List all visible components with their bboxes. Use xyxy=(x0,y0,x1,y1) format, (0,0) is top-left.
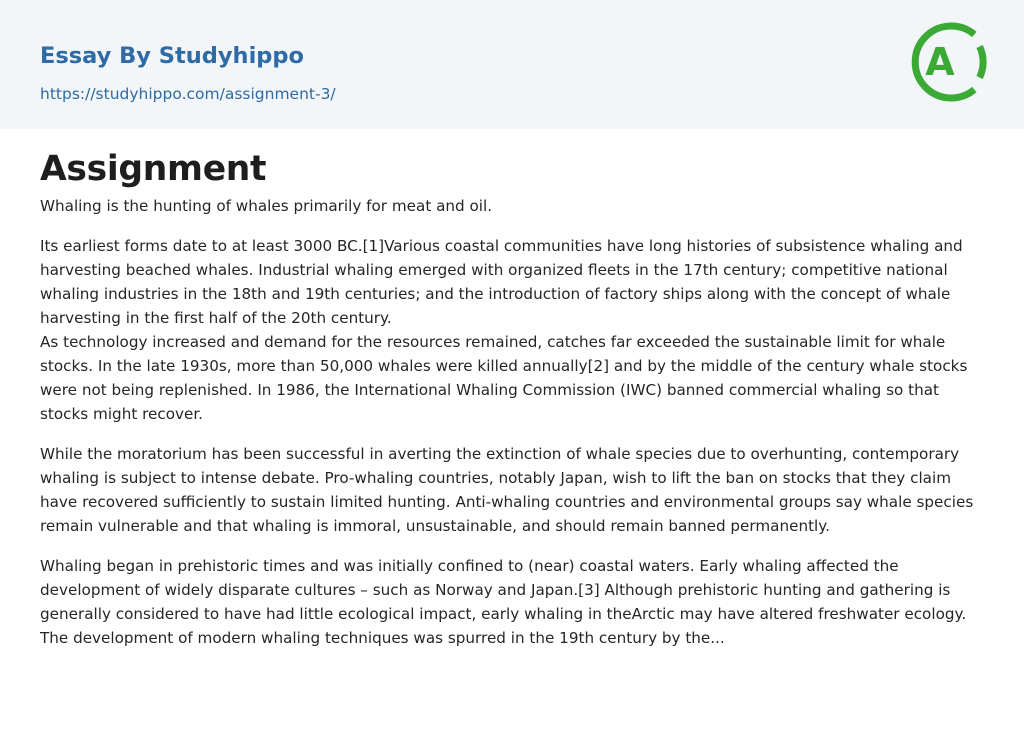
article-paragraph: Whaling began in prehistoric times and was initially confined to (near) coastal waters. Early whaling affected the development of widely disparate cultures – such as Norway and Japan.[3] Although prehistoric hunting and gathering is generally considered to have had little ecological impact, early whaling in theArctic may have altered freshwater ecology. The development of modern whaling techniques was spurred in the 19th century by the... xyxy=(40,557,967,647)
page-title: Assignment xyxy=(40,149,267,189)
article xyxy=(40,147,985,650)
essay-url-link[interactable]: https://studyhippo.com/assignment-3/ xyxy=(40,85,336,103)
article-paragraph: Its earliest forms date to at least 3000 BC.[1]Various coastal communities have long histories of subsistence whaling and harvesting beached whales. Industrial whaling emerged with organized fleets in the 17th century; competitive national whaling industries in the 18th and 19th centuries; and the introduction of factory ships along with the concept of whale harvesting in the first half of the 20th century. xyxy=(40,237,963,327)
site-header xyxy=(0,0,1024,129)
article-paragraph: Whaling is the hunting of whales primarily for meat and oil. xyxy=(40,197,493,215)
site-title[interactable]: Essay By Studyhippo xyxy=(40,43,304,69)
logo-letter: A xyxy=(925,40,955,84)
studyhippo-logo-icon[interactable] xyxy=(910,18,988,106)
article-paragraph: While the moratorium has been successful in averting the extinction of whale species due to overhunting, contemporary whaling is subject to intense debate. Pro-whaling countries, notably Japan, wish to lift the ban on stocks that they claim have recovered sufficiently to sustain limited hunting. Anti-whaling countries and environmental groups say whale species remain vulnerable and that whaling is immoral, unsustainable, and should remain banned permanently. xyxy=(40,445,974,535)
article-paragraph: As technology increased and demand for the resources remained, catches far exceeded the sustainable limit for whale stocks. In the late 1930s, more than 50,000 whales were killed annually[2] and by the middle of the century whale stocks were not being replenished. In 1986, the International Whaling Commission (IWC) banned commercial whaling so that stocks might recover. xyxy=(40,333,968,423)
